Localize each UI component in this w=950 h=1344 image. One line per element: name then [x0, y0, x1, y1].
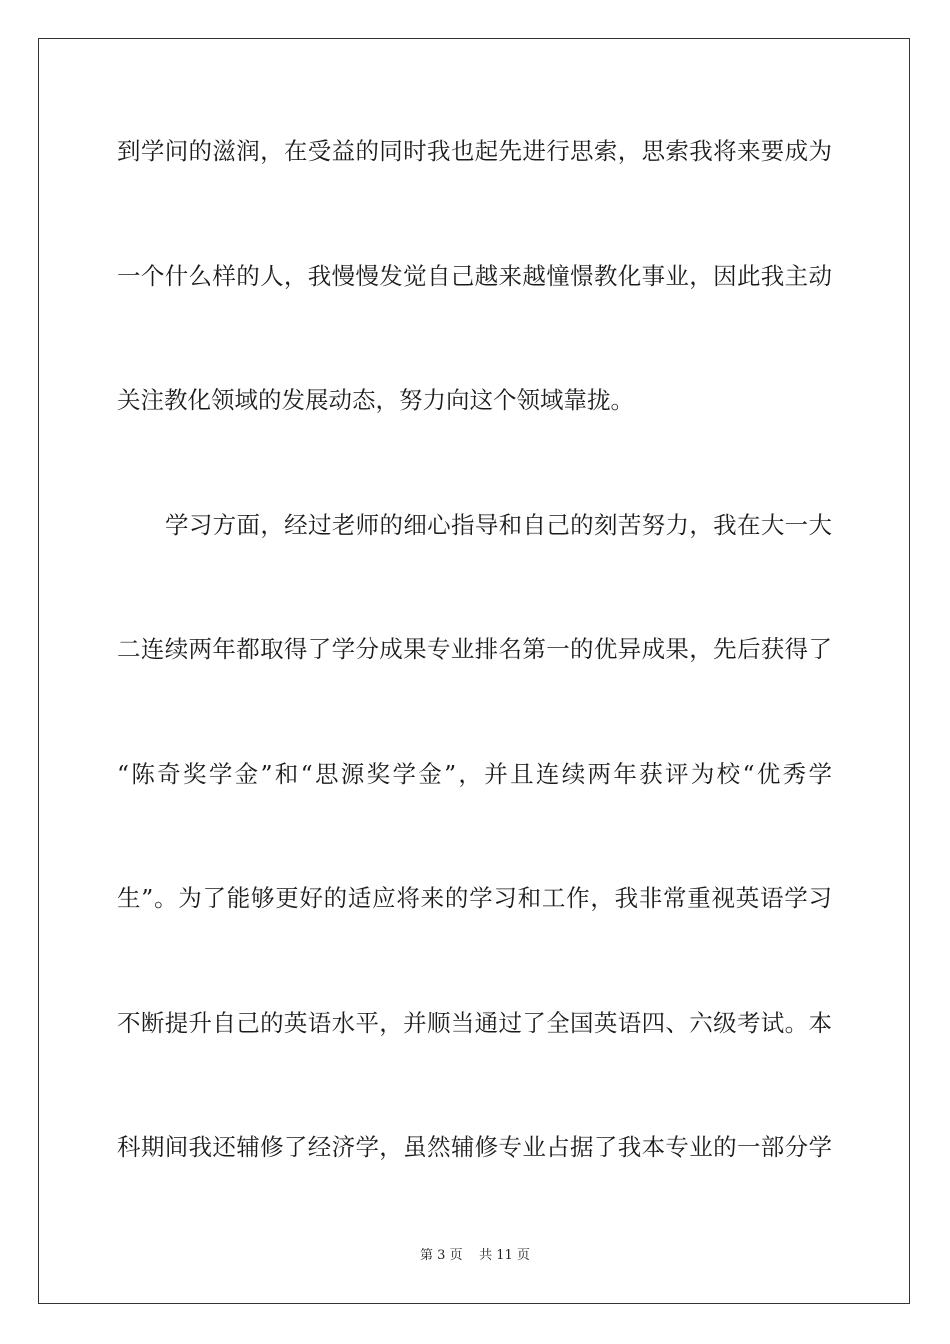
body-text-line: “陈奇奖学金”和“思源奖学金”，并且连续两年获评为校“优秀学 [117, 760, 832, 788]
page-number: 第 3 页 [420, 1248, 463, 1263]
body-text-line: 不断提升自己的英语水平，并顺当通过了全国英语四、六级考试。本 [117, 1009, 832, 1037]
page-footer [0, 1247, 950, 1265]
page-border [38, 38, 910, 1304]
body-text-line: 二连续两年都取得了学分成果专业排名第一的优异成果，先后获得了 [117, 635, 832, 663]
body-text-line: 一个什么样的人，我慢慢发觉自己越来越憧憬教化事业，因此我主动 [117, 262, 832, 290]
body-text-line: 关注教化领域的发展动态，努力向这个领域靠拢。 [117, 386, 634, 414]
body-text-line: 生”。为了能够更好的适应将来的学习和工作，我非常重视英语学习 [117, 884, 832, 912]
page-total: 共 11 页 [479, 1248, 530, 1263]
body-text-line: 科期间我还辅修了经济学，虽然辅修专业占据了我本专业的一部分学 [117, 1133, 832, 1161]
body-text-line: 到学问的滋润，在受益的同时我也起先进行思索，思索我将来要成为 [117, 137, 832, 165]
paragraph-first-line: 学习方面，经过老师的细心指导和自己的刻苦努力，我在大一大 [165, 511, 832, 539]
